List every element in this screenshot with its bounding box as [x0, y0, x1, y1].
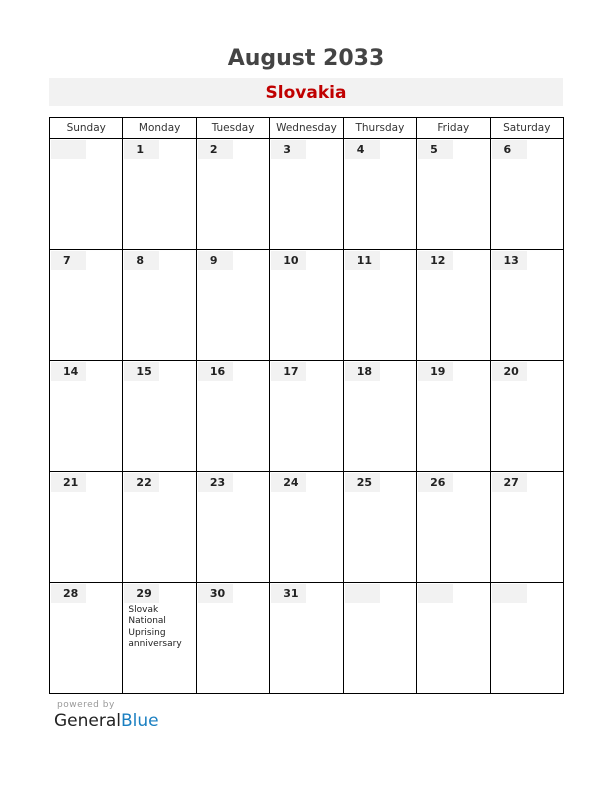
day-cell	[50, 583, 123, 694]
day-number: 2	[198, 140, 233, 159]
day-number: 22	[124, 473, 159, 492]
country-banner: Slovakia	[49, 78, 563, 106]
weekday-friday: Friday	[417, 118, 490, 139]
day-cell	[50, 139, 123, 250]
day-cell	[417, 250, 490, 361]
day-number: 17	[271, 362, 306, 381]
day-number: 3	[271, 140, 306, 159]
day-number: 6	[492, 140, 527, 159]
weekday-header-row	[50, 118, 564, 139]
day-cell	[123, 472, 196, 583]
day-cell	[490, 139, 563, 250]
day-number	[492, 584, 527, 603]
week-row	[50, 583, 564, 694]
day-cell	[123, 250, 196, 361]
day-cell	[196, 583, 269, 694]
weekday-thursday: Thursday	[343, 118, 416, 139]
day-cell	[123, 583, 196, 694]
day-number: 5	[418, 140, 453, 159]
weekday-saturday: Saturday	[490, 118, 563, 139]
day-cell	[490, 472, 563, 583]
day-number: 15	[124, 362, 159, 381]
day-cell	[270, 361, 343, 472]
day-cell	[490, 250, 563, 361]
day-cell	[50, 472, 123, 583]
day-cell	[270, 583, 343, 694]
powered-by-label: powered by	[57, 700, 115, 710]
weekday-monday: Monday	[123, 118, 196, 139]
day-cell	[196, 250, 269, 361]
day-number: 18	[345, 362, 380, 381]
day-number: 4	[345, 140, 380, 159]
day-cell	[50, 250, 123, 361]
day-cell	[196, 361, 269, 472]
day-number	[418, 584, 453, 603]
day-cell	[343, 361, 416, 472]
day-number: 29	[124, 584, 159, 603]
day-number: 8	[124, 251, 159, 270]
day-cell	[343, 583, 416, 694]
day-cell	[490, 361, 563, 472]
day-number: 26	[418, 473, 453, 492]
day-cell	[270, 250, 343, 361]
day-cell	[490, 583, 563, 694]
day-number: 31	[271, 584, 306, 603]
week-row	[50, 139, 564, 250]
day-number	[51, 140, 86, 159]
day-cell	[50, 361, 123, 472]
week-row	[50, 472, 564, 583]
day-number: 10	[271, 251, 306, 270]
day-number: 1	[124, 140, 159, 159]
weekday-sunday: Sunday	[50, 118, 123, 139]
day-number	[345, 584, 380, 603]
day-cell	[417, 583, 490, 694]
day-cell	[123, 139, 196, 250]
day-number: 11	[345, 251, 380, 270]
day-number: 28	[51, 584, 86, 603]
day-cell	[270, 139, 343, 250]
week-row	[50, 361, 564, 472]
day-number: 9	[198, 251, 233, 270]
day-cell	[417, 361, 490, 472]
day-number: 13	[492, 251, 527, 270]
day-cell	[123, 361, 196, 472]
holiday-label: Slovak National Uprising anniversary	[128, 605, 182, 649]
day-number: 19	[418, 362, 453, 381]
day-number: 12	[418, 251, 453, 270]
day-number: 30	[198, 584, 233, 603]
weekday-wednesday: Wednesday	[270, 118, 343, 139]
page-title: August 2033	[227, 46, 385, 71]
day-number: 21	[51, 473, 86, 492]
generalblue-logo[interactable]	[54, 711, 159, 731]
day-cell	[196, 139, 269, 250]
day-number: 20	[492, 362, 527, 381]
day-cell	[270, 472, 343, 583]
day-number: 16	[198, 362, 233, 381]
day-cell	[343, 472, 416, 583]
brand-blue: Blue	[121, 711, 159, 731]
day-cell	[343, 139, 416, 250]
day-number: 7	[51, 251, 86, 270]
day-cell	[343, 250, 416, 361]
calendar-grid	[49, 117, 564, 694]
day-number: 25	[345, 473, 380, 492]
day-number: 23	[198, 473, 233, 492]
day-number: 14	[51, 362, 86, 381]
day-number: 24	[271, 473, 306, 492]
brand-general: General	[54, 711, 121, 731]
week-row	[50, 250, 564, 361]
day-number: 27	[492, 473, 527, 492]
weekday-tuesday: Tuesday	[196, 118, 269, 139]
day-cell	[417, 472, 490, 583]
day-cell	[417, 139, 490, 250]
day-cell	[196, 472, 269, 583]
